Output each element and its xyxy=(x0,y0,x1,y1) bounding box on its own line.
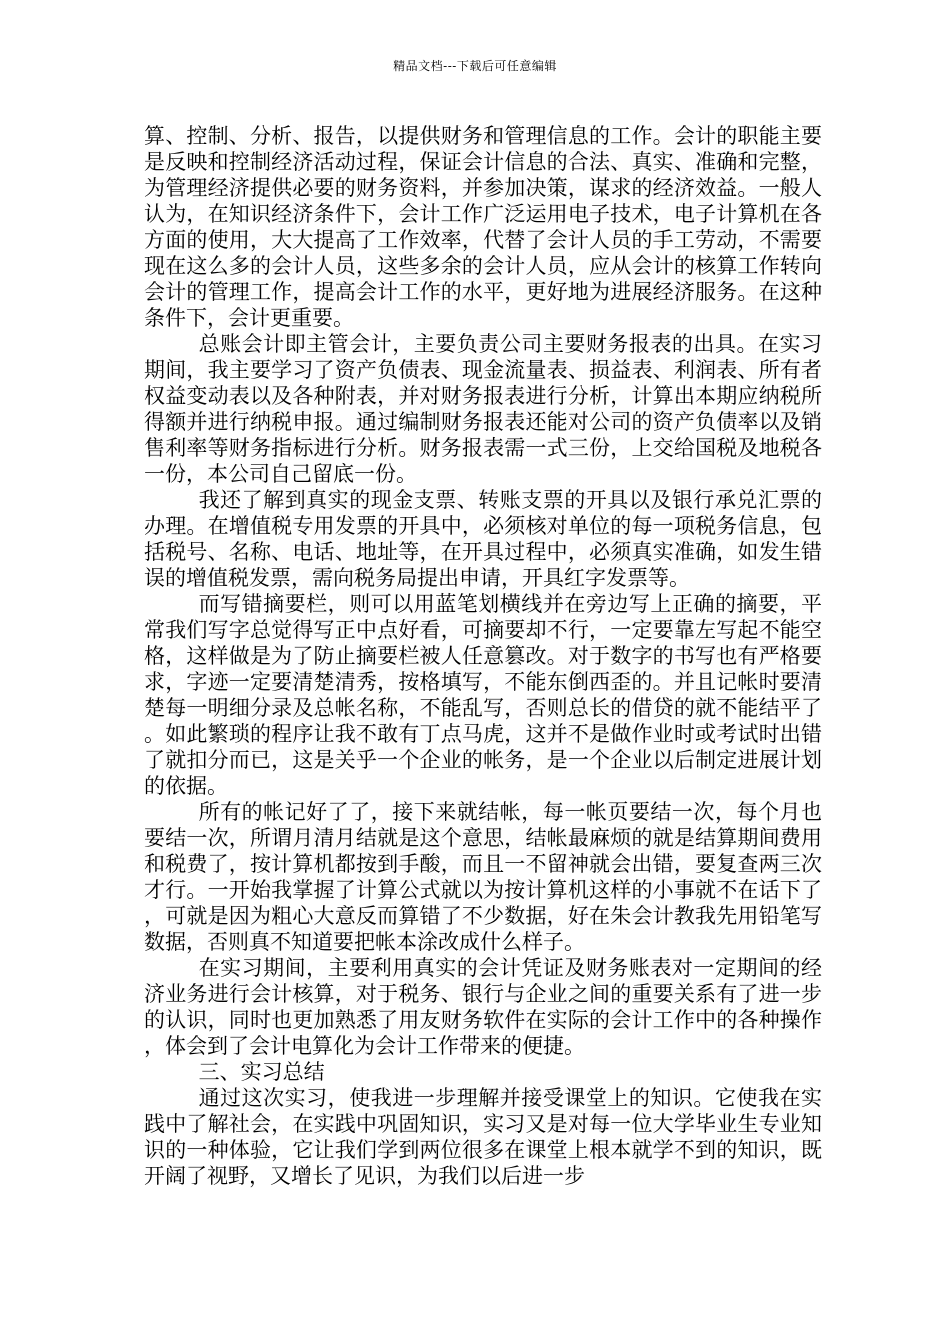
section-heading: 三、实习总结 xyxy=(198,1060,325,1084)
paragraph-general-ledger: 总账会计即主管会计，主要负责公司主要财务报表的出具。在实习期间，我主要学习了资产负债表、现金流量表、损益表、利润表、所有者权益变动表以及各种附表，并对财务报表进行分析，计算出本期应纳税所得额并进行纳税申报。通过编制财务报表还能对公司的资产负债率以及销售利率等财务指标进行分析。财务报表需一式三份，上交给国税及地税各一份，本公司自己留底一份。 xyxy=(144,332,822,486)
paragraph-continued: 算、控制、分析、报告，以提供财务和管理信息的工作。会计的职能主要是反映和控制经济活动过程，保证会计信息的合法、真实、准确和完整，为管理经济提供必要的财务资料，并参加决策，谋求的经济效益。一般人认为，在知识经济条件下，会计工作广泛运用电子技术，电子计算机在各方面的使用，大大提高了工作效率，代替了会计人员的手工劳动，不需要现在这么多的会计人员，这些多余的会计人员，应从会计的核算工作转向会计的管理工作，提高会计工作的水平，更好地为进展经济服务。在这种条件下，会计更重要。 xyxy=(144,124,822,330)
paragraph-summary-column: 而写错摘要栏，则可以用蓝笔划横线并在旁边写上正确的摘要，平常我们写字总觉得写正中点好看，可摘要却不行，一定要靠左写起不能空格，这样做是为了防止摘要栏被人任意篡改。对于数字的书写也有严格要求，字迹一定要清楚清秀，按格填写，不能东倒西歪的。并且记帐时要清楚每一明细分录及总帐名称，不能乱写，否则总长的借贷的就不能结平了。如此繁琐的程序让我不敢有丁点马虎，这并不是做作业时或考试时出错了就扣分而已，这是关乎一个企业的帐务，是一个企业以后制定进展计划的依据。 xyxy=(144,592,822,798)
paragraph-closing-accounts: 所有的帐记好了了，接下来就结帐，每一帐页要结一次，每个月也要结一次，所谓月清月结就是这个意思，结帐最麻烦的就是结算期间费用和税费了，按计算机都按到手酸，而且一不留神就会出错，要复查两三次才行。一开始我掌握了计算公式就以为按计算机这样的小事就不在话下了，可就是因为粗心大意反而算错了不少数据，好在朱会计教我先用铅笔写数据，否则真不知道要把帐本涂改成什么样子。 xyxy=(144,800,822,954)
paragraph-summary: 通过这次实习，使我进一步理解并接受课堂上的知识。它使我在实践中了解社会，在实践中巩固知识，实习又是对每一位大学毕业生专业知识的一种体验，它让我们学到两位很多在课堂上根本就学不到的知识，既开阔了视野，又增长了见识，为我们以后进一步 xyxy=(144,1086,822,1188)
paragraph-cheques-invoices: 我还了解到真实的现金支票、转账支票的开具以及银行承兑汇票的办理。在增值税专用发票的开具中，必须核对单位的每一项税务信息，包括税号、名称、电话、地址等，在开具过程中，必须真实准确，如发生错误的增值税发票，需向税务局提出申请，开具红字发票等。 xyxy=(144,488,822,590)
document-body xyxy=(144,123,822,1189)
paragraph-internship-period: 在实习期间，主要利用真实的会计凭证及财务账表对一定期间的经济业务进行会计核算，对于税务、银行与企业之间的重要关系有了进一步的认识，同时也更加熟悉了用友财务软件在实际的会计工作中的各种操作，体会到了会计电算化为会计工作带来的便捷。 xyxy=(144,956,822,1058)
page-header: 精品文档---下载后可任意编辑 xyxy=(393,59,557,73)
